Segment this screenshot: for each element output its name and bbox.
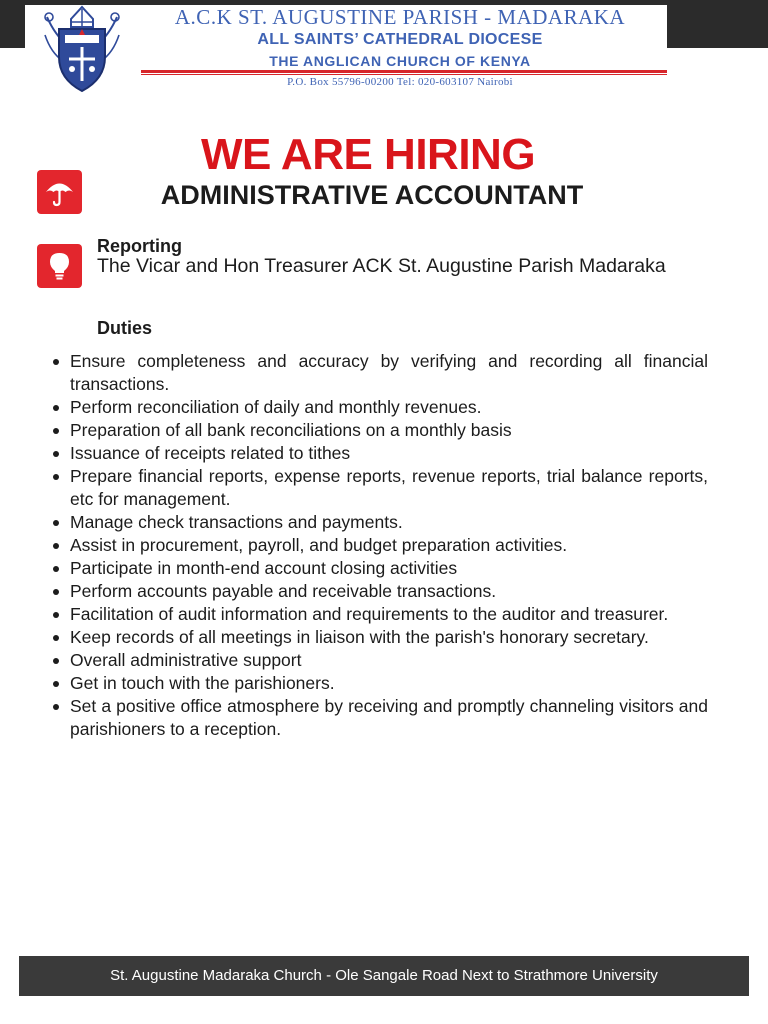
- list-item: Perform reconciliation of daily and monthly revenues.: [70, 396, 708, 419]
- list-item: Ensure completeness and accuracy by verifying and recording all financial transactions.: [70, 351, 708, 394]
- footer-address: St. Augustine Madaraka Church - Ole Sangale Road Next to Strathmore University: [19, 956, 749, 996]
- list-item: Participate in month-end account closing activities: [70, 557, 708, 580]
- list-item: Manage check transactions and payments.: [70, 511, 708, 534]
- list-item: Set a positive office atmosphere by receiving and promptly channeling visitors and parishioners to a reception.: [70, 696, 708, 739]
- list-item: Overall administrative support: [70, 649, 708, 672]
- parish-name: A.C.K ST. AUGUSTINE PARISH - MADARAKA: [174, 5, 626, 29]
- duties-label: Duties: [97, 318, 153, 338]
- reporting-value: The Vicar and Hon Treasurer ACK St. Augustine Parish Madaraka: [97, 255, 666, 277]
- list-item: Prepare financial reports, expense reports, revenue reports, trial balance reports, etc for management.: [70, 466, 708, 509]
- hiring-headline: WE ARE HIRING: [200, 130, 536, 179]
- list-item: Get in touch with the parishioners.: [70, 672, 708, 695]
- list-item: Keep records of all meetings in liaison with the parish's honorary secretary.: [70, 626, 708, 649]
- list-item: Assist in procurement, payroll, and budget preparation activities.: [70, 534, 708, 557]
- letterhead: [25, 5, 667, 97]
- diocese-name: ALL SAINTS’ CATHEDRAL DIOCESE: [257, 31, 543, 48]
- reporting-label: Reporting: [97, 236, 182, 256]
- list-item: Preparation of all bank reconciliations on a monthly basis: [70, 419, 708, 442]
- letterhead-rule: [141, 70, 667, 73]
- umbrella-icon: [37, 170, 82, 214]
- list-item: Facilitation of audit information and requirements to the auditor and treasurer.: [70, 603, 708, 626]
- position-title: ADMINISTRATIVE ACCOUNTANT: [160, 180, 584, 210]
- diocesan-crest-logo: [41, 5, 123, 95]
- list-item: Issuance of receipts related to tithes: [70, 442, 708, 465]
- duties-list: [70, 350, 708, 741]
- contact-line: P.O. Box 55796-00200 Tel: 020-603107 Nairobi: [287, 76, 513, 88]
- church-name: THE ANGLICAN CHURCH OF KENYA: [269, 53, 531, 69]
- list-item: Perform accounts payable and receivable transactions.: [70, 580, 708, 603]
- letterhead-rule-thin: [141, 74, 667, 75]
- lightbulb-icon: [37, 244, 82, 288]
